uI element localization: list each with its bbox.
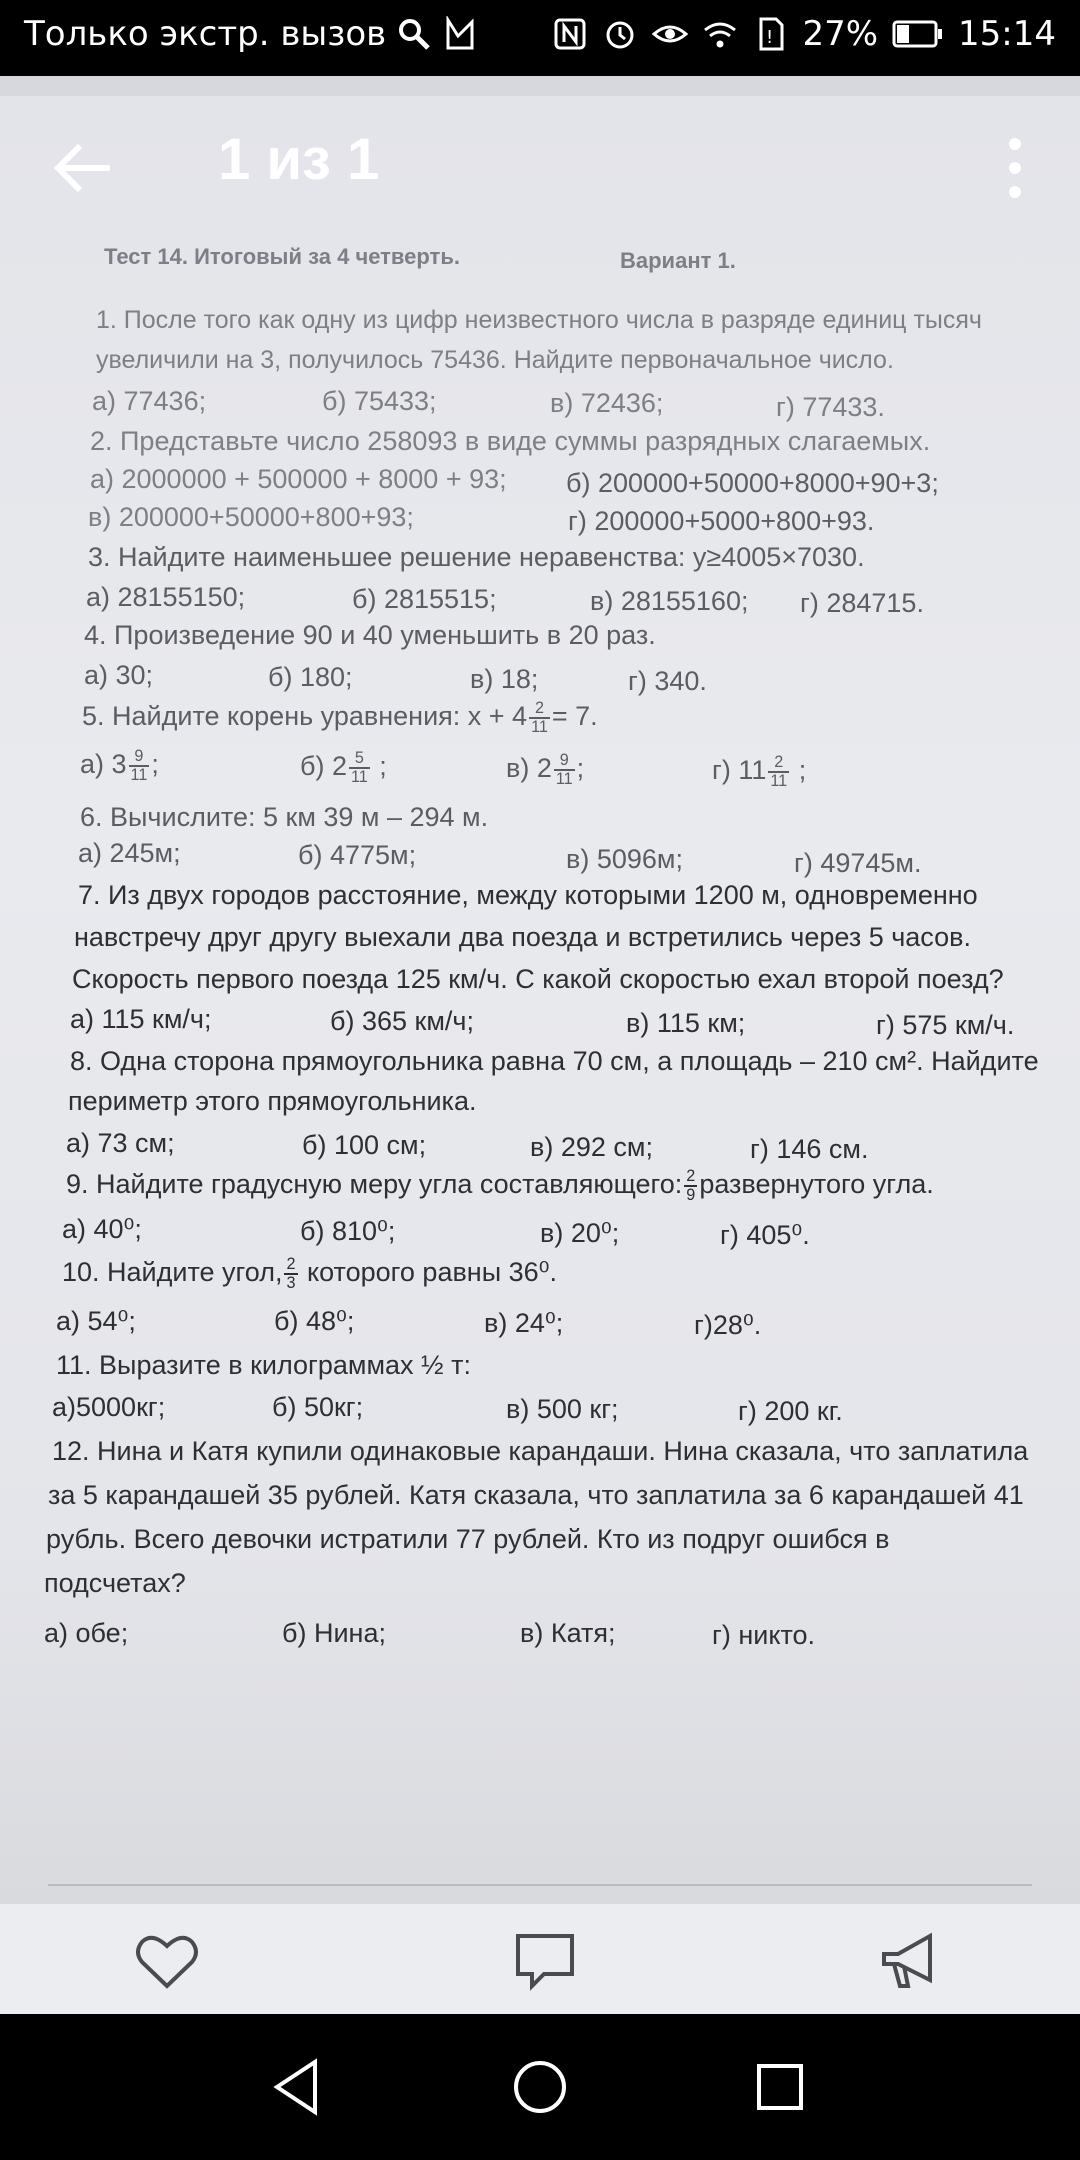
q12-line-1: 12. Нина и Катя купили одинаковые карандаши. Нина сказала, что заплатила [52, 1436, 1029, 1466]
q9-opt-a: а) 40⁰; [62, 1214, 142, 1244]
comment-icon[interactable] [510, 1926, 580, 1996]
paper-photo [0, 96, 1080, 1904]
q11-opt-d: г) 200 кг. [738, 1396, 843, 1426]
q7-opt-a: а) 115 км/ч; [70, 1004, 212, 1034]
q9-opt-d: г) 405⁰. [720, 1220, 810, 1250]
test-title: Тест 14. Итоговый за 4 четверть. [104, 244, 460, 269]
q10-question [62, 1256, 557, 1292]
q3-opt-b: б) 2815515; [352, 584, 497, 614]
q1-opt-d: г) 77433. [776, 392, 885, 422]
q5-opt-d-tail: ; [791, 755, 807, 786]
q5-opt-c-tail: ; [576, 753, 585, 784]
q5-opt-c [506, 752, 584, 788]
q5-opt-c-frac [554, 752, 575, 788]
q5-opt-a-frac [129, 748, 150, 784]
q8-line-1: 8. Одна сторона прямоугольника равна 70 см, а площадь – 210 см². Найдите [70, 1046, 1039, 1076]
sim-icon [752, 16, 788, 52]
q9-fraction [684, 1168, 697, 1204]
heart-icon[interactable] [132, 1926, 202, 1996]
q1-line-1: 1. После того как одну из цифр неизвестного числа в разряде единиц тысяч [96, 306, 982, 334]
q5-opt-a-tail: ; [151, 749, 159, 780]
svg-text:!: ! [766, 27, 774, 48]
q11-opt-c: в) 500 кг; [506, 1394, 619, 1424]
q5-opt-a-num: 9 [129, 748, 150, 767]
clock: 15:14 [958, 14, 1056, 54]
q7-line-3: Скорость первого поезда 125 км/ч. С какой скоростью ехал второй поезд? [72, 964, 1004, 994]
q5-opt-b [300, 750, 387, 786]
q9-opt-c: в) 20⁰; [540, 1218, 620, 1248]
photo-area [0, 76, 1080, 1904]
q9-opt-b: б) 810⁰; [300, 1216, 396, 1246]
q2-opt-c: в) 200000+50000+800+93; [88, 502, 414, 532]
status-bar [0, 0, 1080, 76]
q10-opt-c: в) 24⁰; [484, 1308, 564, 1338]
q7-line-1: 7. Из двух городов расстояние, между которыми 1200 м, одновременно [78, 880, 978, 910]
q10-frac-den: 3 [286, 1274, 296, 1292]
q5-opt-d-den: 11 [770, 772, 788, 790]
q4-opt-b: б) 180; [268, 662, 353, 692]
q12-opt-c: в) Катя; [520, 1618, 616, 1648]
page-counter: 1 из 1 [218, 127, 380, 192]
q8-opt-c: в) 292 см; [530, 1132, 653, 1162]
q5-opt-c-num: 9 [554, 752, 575, 771]
q12-opt-a: а) обе; [44, 1618, 129, 1648]
nav-home-icon[interactable] [505, 2052, 575, 2122]
q5-opt-b-num: 5 [349, 750, 370, 769]
q1-opt-b: б) 75433; [322, 386, 437, 416]
q12-line-3: рубль. Всего девочки истратили 77 рублей. Кто из подруг ошибся в [46, 1524, 890, 1554]
action-bar [0, 1904, 1080, 2014]
q3-question: 3. Найдите наименьшее решение неравенства: y≥4005×7030. [88, 542, 865, 572]
q5-text: 5. Найдите корень уравнения: x + 4 [82, 701, 528, 732]
q10-fraction [284, 1256, 297, 1292]
q7-opt-b: б) 365 км/ч; [330, 1006, 474, 1036]
q5-question [82, 700, 598, 736]
q2-opt-d: г) 200000+5000+800+93. [568, 506, 875, 536]
q5-opt-a-label: а) 3 [80, 749, 127, 780]
nav-back-icon[interactable] [265, 2052, 335, 2122]
q5-tail: = 7. [551, 701, 598, 732]
q2-opt-b: б) 200000+50000+8000+90+3; [566, 468, 939, 498]
test-variant: Вариант 1. [620, 248, 736, 273]
q10-opt-b: б) 48⁰; [274, 1306, 355, 1336]
wifi-icon [702, 16, 738, 52]
q3-opt-c: в) 28155160; [590, 586, 749, 616]
status-right [552, 14, 1056, 54]
q5-opt-d-frac [768, 754, 789, 790]
q6-opt-b: б) 4775м; [298, 840, 417, 870]
q6-opt-a: а) 245м; [78, 838, 181, 868]
alarm-icon [602, 16, 638, 52]
q6-opt-c: в) 5096м; [566, 844, 683, 874]
q6-opt-d: г) 49745м. [794, 848, 922, 878]
q3-opt-d: г) 284715. [800, 588, 924, 618]
q9-text: 9. Найдите градусную меру угла составляющего: [66, 1169, 683, 1200]
q5-opt-b-frac [349, 750, 370, 786]
q9-frac-den: 9 [686, 1186, 696, 1204]
q12-line-4: подсчетах? [44, 1568, 186, 1598]
q8-opt-d: г) 146 см. [750, 1134, 869, 1164]
q4-opt-a: а) 30; [84, 660, 154, 690]
q9-question [66, 1168, 934, 1204]
q10-opt-d: г)28⁰. [694, 1310, 762, 1340]
check-icon [442, 16, 478, 52]
carrier-text: Только экстр. вызов [24, 14, 387, 54]
q10-tail: которого равны 36⁰. [299, 1257, 557, 1288]
q2-opt-a: а) 2000000 + 500000 + 8000 + 93; [90, 464, 507, 494]
q12-opt-d: г) никто. [712, 1620, 816, 1650]
q7-line-2: навстречу друг другу выехали два поезда и встретились через 5 часов. [74, 922, 971, 952]
q11-question: 11. Выразите в килограммах ½ т: [56, 1350, 471, 1380]
q10-text: 10. Найдите угол, [62, 1257, 283, 1288]
q12-opt-b: б) Нина; [282, 1618, 386, 1648]
q5-fraction [529, 700, 550, 736]
q8-opt-b: б) 100 см; [302, 1130, 427, 1160]
viewer-header [0, 76, 1080, 236]
q5-opt-b-label: б) 2 [300, 751, 347, 782]
battery-icon [892, 19, 944, 49]
q5-frac-den: 11 [531, 718, 548, 736]
battery-percent: 27% [802, 14, 879, 54]
system-nav-bar [0, 2014, 1080, 2160]
q11-opt-a: а)5000кг; [52, 1392, 166, 1422]
q11-opt-b: б) 50кг; [272, 1392, 364, 1422]
q1-opt-c: в) 72436; [550, 388, 664, 418]
q7-opt-c: в) 115 км; [626, 1008, 746, 1038]
q9-frac-num: 2 [686, 1167, 696, 1185]
q5-opt-d-label: г) 11 [712, 755, 767, 786]
q5-opt-d [712, 754, 806, 790]
q6-question: 6. Вычислите: 5 км 39 м – 294 м. [80, 802, 489, 832]
q5-opt-b-den: 11 [350, 768, 368, 786]
q4-question: 4. Произведение 90 и 40 уменьшить в 20 раз. [84, 620, 656, 650]
more-menu-icon[interactable] [990, 128, 1040, 208]
q1-opt-a: а) 77436; [92, 386, 207, 416]
nav-recents-icon[interactable] [745, 2052, 815, 2122]
q5-opt-c-den: 11 [555, 770, 573, 788]
q8-opt-a: а) 73 см; [66, 1128, 175, 1158]
nfc-icon [552, 16, 588, 52]
q8-line-2: периметр этого прямоугольника. [68, 1086, 477, 1116]
q4-opt-d: г) 340. [628, 666, 707, 696]
q5-frac-num: 2 [529, 700, 550, 719]
eye-icon [652, 16, 688, 52]
q7-opt-d: г) 575 км/ч. [876, 1010, 1015, 1040]
search-icon [396, 16, 432, 52]
status-left [24, 14, 478, 54]
megaphone-icon[interactable] [874, 1926, 944, 1996]
divider [48, 1884, 1032, 1886]
back-arrow-icon[interactable] [48, 128, 128, 208]
q5-opt-a-den: 11 [130, 766, 148, 784]
q1-line-2: увеличили на 3, получилось 75436. Найдите первоначальное число. [96, 346, 894, 374]
q9-tail: развернутого угла. [699, 1169, 934, 1200]
q5-opt-c-label: в) 2 [506, 753, 552, 784]
q5-opt-b-tail: ; [371, 751, 387, 782]
q10-opt-a: а) 54⁰; [56, 1306, 136, 1336]
q3-opt-a: а) 28155150; [86, 582, 246, 612]
q2-question: 2. Представьте число 258093 в виде суммы разрядных слагаемых. [90, 426, 931, 456]
q5-opt-d-num: 2 [768, 754, 789, 773]
q12-line-2: за 5 карандашей 35 рублей. Катя сказала, что заплатила за 6 карандашей 41 [48, 1480, 1024, 1510]
q10-frac-num: 2 [286, 1255, 296, 1273]
q4-opt-c: в) 18; [470, 664, 539, 694]
q5-opt-a [80, 748, 159, 784]
